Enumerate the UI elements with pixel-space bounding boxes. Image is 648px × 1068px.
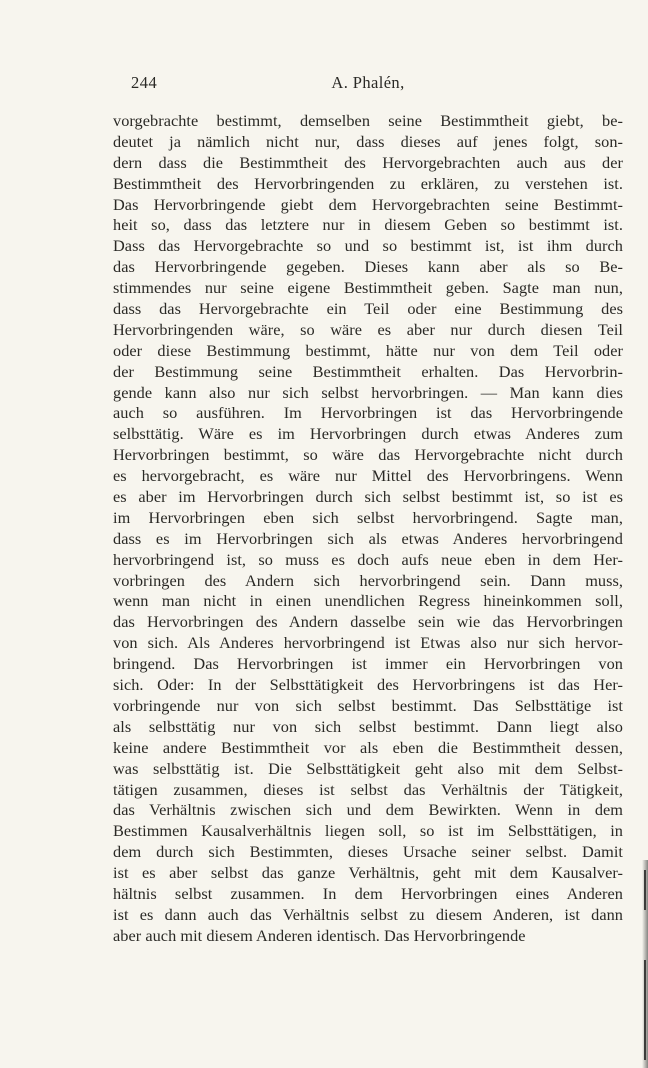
text-line: vorgebrachte bestimmt, demselben seine Bestimmtheit giebt, be-: [113, 111, 623, 130]
text-line: es hervorgebracht, es wäre nur Mittel des Hervorbringens. Wenn: [113, 466, 623, 486]
text-line: Hervorbringenden wäre, so wäre es aber nur durch diesen Teil: [113, 319, 623, 339]
text-line: vorbringende nur von sich selbst bestimmt. Das Selbsttätige ist: [113, 695, 623, 715]
text-line: deutet ja nämlich nicht nur, dass dieses auf jenes folgt, son-: [113, 131, 623, 151]
text-line: stimmendes nur seine eigene Bestimmtheit geben. Sagte man nun,: [113, 278, 623, 298]
text-line: Das Hervorbringende giebt dem Hervorgebrachten seine Bestimmt-: [113, 194, 623, 214]
text-line: Bestimmen Kausalverhältnis liegen soll, so ist im Selbsttätigen, in: [113, 821, 623, 841]
text-line: dern dass die Bestimmtheit des Hervorgebrachten auch aus der: [113, 152, 623, 172]
text-line: dass es im Hervorbringen sich als etwas Anderes hervorbringend: [113, 528, 623, 548]
text-line: es aber im Hervorbringen durch sich selbst bestimmt ist, so ist es: [113, 487, 623, 507]
text-line: sich. Oder: In der Selbsttätigkeit des Hervorbringens ist das Her-: [113, 675, 623, 695]
text-line: das Hervorbringende gegeben. Dieses kann aber als so Be-: [113, 257, 623, 277]
text-line: tätigen zusammen, dieses ist selbst das Verhältnis der Tätigkeit,: [113, 779, 623, 799]
text-line: bringend. Das Hervorbringen ist immer ein Hervorbringen von: [113, 654, 623, 674]
page-edge-mark: [644, 870, 646, 910]
text-line: der Bestimmung seine Bestimmtheit erhalten. Das Hervorbrin-: [113, 361, 623, 381]
running-head-author: A. Phalén,: [331, 73, 405, 92]
text-line: Dass das Hervorgebrachte so und so bestimmt ist, ist ihm durch: [113, 236, 623, 256]
text-line: oder diese Bestimmung bestimmt, hätte nur von dem Teil oder: [113, 340, 623, 360]
text-line: das Verhältnis zwischen sich und dem Bewirkten. Wenn in dem: [113, 800, 623, 820]
page-number: 244: [131, 73, 158, 92]
text-line: wenn man nicht in einen unendlichen Regress hineinkommen soll,: [113, 591, 623, 611]
running-head: [113, 72, 623, 94]
text-line: selbsttätig. Wäre es im Hervorbringen durch etwas Anderes zum: [113, 424, 623, 444]
text-line: hervorbringend ist, so muss es doch aufs neue eben in dem Her-: [113, 549, 623, 569]
text-line: was selbsttätig ist. Die Selbsttätigkeit geht also mit dem Selbst-: [113, 758, 623, 778]
text-line: Hervorbringen bestimmt, so wäre das Hervorgebrachte nicht durch: [113, 445, 623, 465]
text-line: vorbringen des Andern sich hervorbringend sein. Dann muss,: [113, 570, 623, 590]
text-line: auch so ausführen. Im Hervorbringen ist das Hervorbringende: [113, 403, 623, 423]
text-line: ist es aber selbst das ganze Verhältnis, geht mit dem Kausalver-: [113, 863, 623, 883]
text-line: heit so, dass das letztere nur in diesem Geben so bestimmt ist.: [113, 215, 623, 235]
text-line: das Hervorbringen des Andern dasselbe sein wie das Hervorbringen: [113, 612, 623, 632]
text-line: keine andere Bestimmtheit vor als eben die Bestimmtheit dessen,: [113, 737, 623, 757]
text-line: dass das Hervorgebrachte ein Teil oder eine Bestimmung des: [113, 299, 623, 319]
text-line: im Hervorbringen eben sich selbst hervorbringend. Sagte man,: [113, 507, 623, 527]
text-line: dem durch sich Bestimmten, dieses Ursache seiner selbst. Damit: [113, 842, 623, 862]
page-edge-mark: [644, 960, 646, 1060]
text-line: gende kann also nur sich selbst hervorbringen. — Man kann dies: [113, 382, 623, 402]
text-line: aber auch mit diesem Anderen identisch. Das Hervorbringende: [113, 925, 526, 945]
text-line: als selbsttätig nur von sich selbst bestimmt. Dann liegt also: [113, 716, 623, 736]
text-line: von sich. Als Anderes hervorbringend ist Etwas also nur sich hervor-: [113, 633, 623, 653]
body-text: [113, 111, 623, 947]
text-line: hältnis selbst zusammen. In dem Hervorbringen eines Anderen: [113, 883, 623, 903]
text-line: ist es dann auch das Verhältnis selbst zu diesem Anderen, ist dann: [113, 904, 623, 924]
text-line: Bestimmtheit des Hervorbringenden zu erklären, zu verstehen ist.: [113, 173, 623, 193]
